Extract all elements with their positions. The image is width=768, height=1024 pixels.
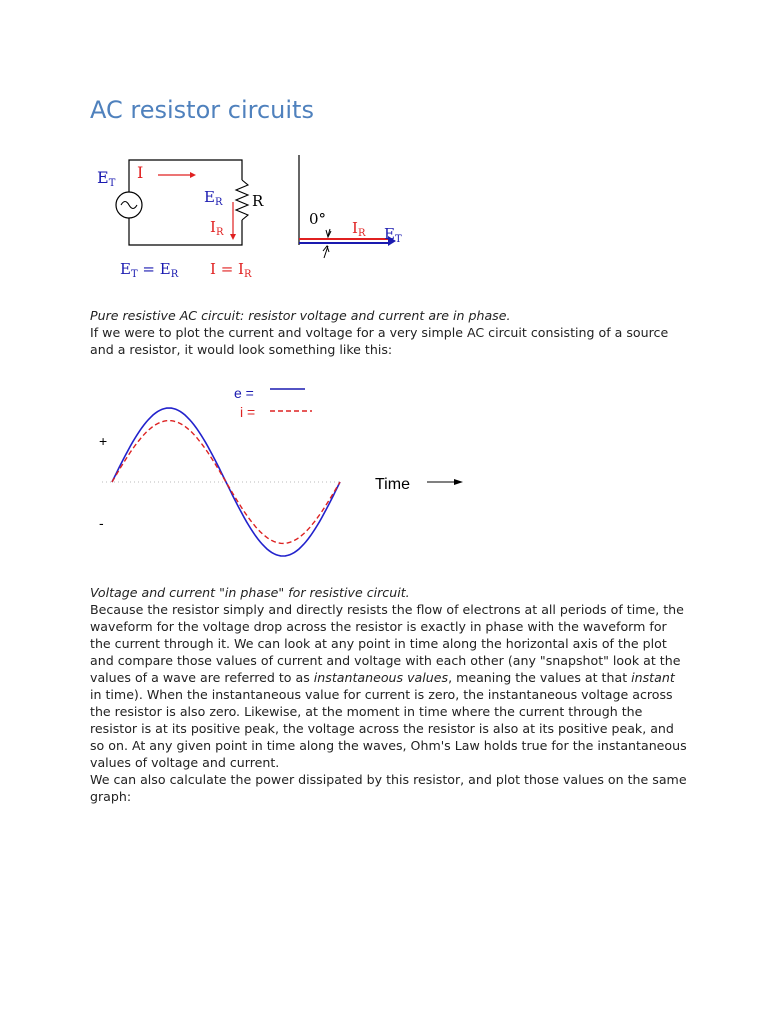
svg-text:ET = ER [120,260,179,280]
source-label: E [97,168,109,187]
svg-text:I = IR [210,260,252,280]
eq2-right-sub: R [243,269,252,280]
ir-sub: R [215,227,224,238]
resistor-icon [236,180,248,220]
circuit-schematic [90,150,290,285]
text-block-2 [90,584,690,805]
er-label: E [204,188,215,206]
source-sub: T [108,178,116,189]
current-label: I [137,163,144,182]
eq1-mid: = E [137,260,171,278]
eq1-left: E [120,260,131,278]
paragraph-3: We can also calculate the power dissipated by this resistor, and plot those values on the same graph: [90,772,687,804]
phasor-ir-label: I [352,219,358,237]
eq1-left-sub: T [130,269,138,280]
legend-i: i = [240,404,256,420]
waveform-caption: Voltage and current "in phase" for resistive circuit. [90,585,410,600]
circuit-caption: Pure resistive AC circuit: resistor voltage and current are in phase. [90,308,511,323]
waveform-plot [90,378,490,568]
time-label: Time [375,476,410,493]
paragraph-2-part-a: Because the resistor simply and directly resists the flow of electrons at all periods of time, the waveform for the voltage drop across the resistor is exactly in phase with the waveform for the current through it. We can look at any point in time along the horizontal axis of the plot and compare those values of current and voltage with each other (any "snapshot" look at the values of a wave are referred to as [90,602,684,685]
er-sub: R [214,197,223,208]
paragraph-2-em-2: instant [631,670,675,685]
paragraph-2-em-1: instantaneous values [313,670,449,685]
svg-text:ET [384,225,402,245]
phasor-ir-sub: R [357,228,366,239]
resistor-label: R [252,192,264,210]
svg-text:IR [352,219,366,239]
phasor-et-label: E [384,225,395,243]
eq1-right-sub: R [170,269,179,280]
paragraph-2-part-b: , meaning the values at that [448,670,632,685]
svg-text:ET [97,168,116,189]
phasor-angle: 0° [309,210,327,228]
eq2-left: I = I [210,260,244,278]
minus-sign: - [99,515,104,531]
svg-text:IR [210,218,224,238]
plus-sign: + [99,433,108,449]
phasor-et-sub: T [394,234,402,245]
paragraph-1: If we were to plot the current and voltage for a very simple AC circuit consisting of a source and a resistor, it would look something like this: [90,325,669,357]
phasor-diagram [290,150,420,270]
text-block-1 [90,307,690,358]
legend-e: e = [234,385,254,401]
paragraph-2-part-c: in time). When the instantaneous value for current is zero, the instantaneous voltage across the resistor is also zero. Likewise, at the moment in time where the current through the resistor is at its positive peak, the voltage across the resistor is also at its positive peak, and so on. At any given point in time along the waves, Ohm's Law holds true for the instantaneous values of voltage and current. [90,687,687,770]
paragraph-2 [90,601,690,771]
svg-text:ER [204,188,223,208]
page-title: AC resistor circuits [90,96,314,124]
ir-label: I [210,218,216,236]
